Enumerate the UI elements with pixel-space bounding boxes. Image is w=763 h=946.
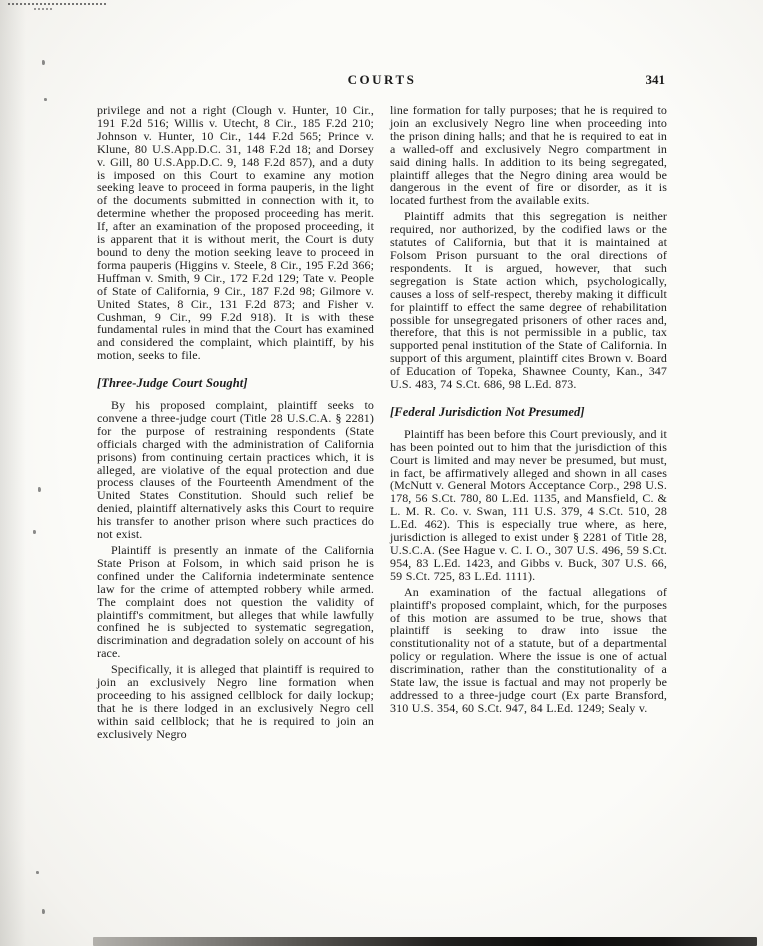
page-title: COURTS (347, 72, 417, 87)
section-heading-three-judge-court: [Three-Judge Court Sought] (97, 376, 248, 391)
paragraph: Specifically, it is alleged that plaintiff is required to join an exclusively Negro line formation when proceeding to his assigned cellblock for daily lockup; that he is there lodged in an exclusively Negro cell within said cellblock; that he is required to join an exclusively Negro (97, 662, 374, 741)
scan-speck (36, 871, 39, 874)
paragraph: An examination of the factual allegations of plaintiff's proposed complaint, which, for the purposes of this motion are assumed to be true, shows that plaintiff is seeking to draw into issue the constitutionality not of a statute, but of a departmental policy or regulation. Where the issue is one of actual discrimination, rather than the constitutionality of a State law, the issue is factual and may not properly be addressed to a three-judge court (Ex parte Bransford, 310 U.S. 354, 60 S.Ct. 947, 84 L.Ed. 1249; Sealy v. (390, 584, 667, 715)
paragraph: Plaintiff admits that this segregation is neither required, nor authorized, by the codified laws or the statutes of California, but that it is maintained at Folsom Prison pursuant to the oral directions of respondents. It is argued, however, that such segregation is State action which, psychologically, causes a loss of self-respect, thereby making it difficult for plaintiff to effect the same degree of rehabilitation possible for unsegregated prisoners of other races and, therefore, that this is not permissible in a public, tax supported penal institution of the State of California. In support of this argument, plaintiff cites Brown v. Board of Education of Topeka, Shawnee County, Kan., 347 U.S. 483, 74 S.Ct. 686, 98 L.Ed. 873. (390, 209, 667, 392)
scan-speck-row (34, 8, 52, 10)
page-edge-shading (0, 0, 26, 946)
paragraph: Plaintiff has been before this Court previously, and it has been pointed out to him that the jurisdiction of this Court is limited and may never be presumed, but must, in fact, be affirmatively alleged and shown in all cases (McNutt v. General Motors Acceptance Corp., 298 U.S. 178, 56 S.Ct. 780, 80 L.Ed. 1135, and Mansfield, C. & L. M. R. Co. v. Swan, 111 U.S. 379, 4 S.Ct. 510, 28 L.Ed. 462). This is especially true where, as here, jurisdiction is alleged to exist under § 2281 of Title 28, U.S.C.A. (See Hague v. C. I. O., 307 U.S. 496, 59 S.Ct. 954, 83 L.Ed. 1423, and Gibbs v. Buck, 307 U.S. 66, 59 S.Ct. 725, 83 L.Ed. 1111). (390, 426, 667, 583)
paragraph: line formation for tally purposes; that he is required to join an exclusively Negro line when proceeding into the prison dining halls; and that he is required to eat in a walled-off and exclusively Negro compartment in said dining halls. In addition to its being segregated, plaintiff alleges that the Negro dining area would be dangerous in the event of fire or disorder, as it is located furthest from the available exits. (390, 103, 667, 208)
paragraph: Plaintiff is presently an inmate of the California State Prison at Folsom, in which said prison he is confined under the California indeterminate sentence law for the crime of attempted robbery while armed. The complaint does not question the validity of plaintiff's commitment, but alleges that while lawfully confined he is subjected to systematic segregation, discrimination and degradation solely on account of his race. (97, 543, 374, 661)
left-column (97, 104, 374, 744)
section-heading-federal-jurisdiction: [Federal Jurisdiction Not Presumed] (390, 404, 585, 419)
scan-bottom-bar-artifact (93, 937, 757, 946)
paragraph: By his proposed complaint, plaintiff seeks to convene a three-judge court (Title 28 U.S.C.A. § 2281) for the purpose of restraining respondents (State officials charged with the administration of California prisons) from continuing certain practices which, it is alleged, are violative of the equal protection and due process clauses of the Fourteenth Amendment of the United States Constitution. Should such relief be denied, plaintiff alternatively asks this Court to require his transfer to another prison where such practices do not exist. (97, 398, 374, 542)
right-column (390, 104, 667, 718)
scan-speck-row (8, 3, 106, 5)
paragraph: privilege and not a right (Clough v. Hunter, 10 Cir., 191 F.2d 516; Willis v. Utecht, 8 Cir., 185 F.2d 210; Johnson v. Hunter, 10 Cir., 144 F.2d 565; Prince v. Klune, 80 U.S.App.D.C. 31, 148 F.2d 18; and Dorsey v. Gill, 80 U.S.App.D.C. 9, 148 F.2d 857), and a duty is imposed on this Court to examine any motion seeking leave to proceed in forma pauperis, in the light of the documents submitted in connection with it, to determine whether the proposed proceeding has merit. If, after an examination of the proposed proceeding, it is apparent that it is without merit, the Court is duty bound to deny the motion seeking leave to proceed in forma pauperis (Higgins v. Steele, 8 Cir., 195 F.2d 366; Huffman v. Smith, 9 Cir., 172 F.2d 129; Tate v. People of State of California, 9 Cir., 187 F.2d 98; Gilmore v. United States, 8 Cir., 131 F.2d 873; and Fisher v. Cushman, 9 Cir., 99 F.2d 918). It is with these fundamental rules in mind that the Court has examined and considered the complaint, which plaintiff, by his motion, seeks to file. (97, 103, 374, 363)
scan-speck (44, 98, 47, 101)
scan-speck (42, 909, 45, 914)
scan-speck (42, 60, 45, 65)
running-head (97, 72, 667, 88)
scan-speck (33, 530, 36, 534)
page-number: 341 (645, 72, 665, 87)
scan-speck (38, 487, 41, 492)
